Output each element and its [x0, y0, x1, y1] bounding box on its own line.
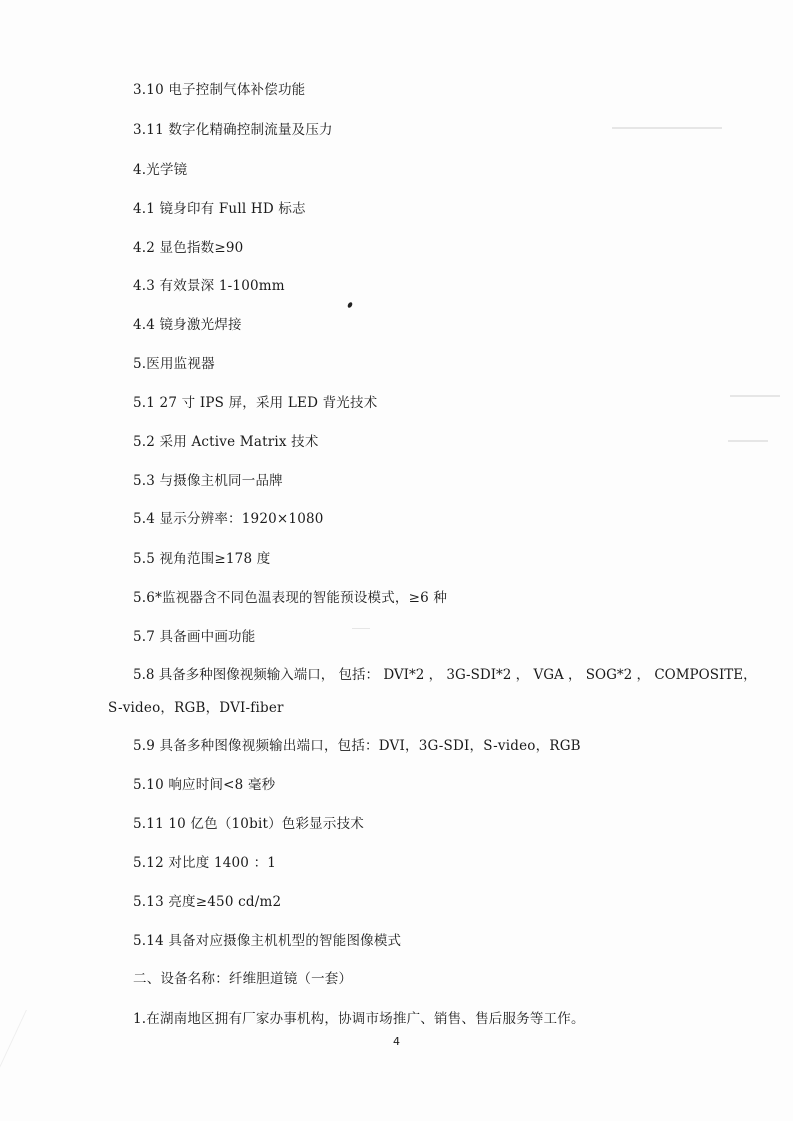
spec-line-5-4: 5.4 显示分辨率：1920×1080: [133, 511, 324, 527]
spec-line-5-6: 5.6*监视器含不同色温表现的智能预设模式，≥6 种: [133, 590, 448, 606]
requirement-line-1: 1.在湖南地区拥有厂家办事机构，协调市场推广、销售、售后服务等工作。: [133, 1011, 585, 1027]
ink-mark: [347, 301, 353, 308]
scan-edge: [0, 1010, 87, 1121]
spec-line-4-3: 4.3 有效景深 1-100mm: [133, 278, 285, 294]
spec-line-5-10: 5.10 响应时间<8 毫秒: [133, 777, 276, 793]
spec-line-5-8-continued: S-video，RGB，DVI-fiber: [108, 700, 284, 716]
spec-line-5-7: 5.7 具备画中画功能: [133, 629, 256, 645]
spec-line-5-14: 5.14 具备对应摄像主机机型的智能图像模式: [133, 933, 402, 949]
spec-line-3-11: 3.11 数字化精确控制流量及压力: [133, 122, 333, 138]
spec-line-4-2: 4.2 显色指数≥90: [133, 240, 244, 256]
spec-line-5-9: 5.9 具备多种图像视频输出端口，包括：DVI，3G-SDI，S-video，RGB: [133, 738, 581, 754]
scan-artifact: [730, 395, 780, 397]
scan-artifact: [612, 127, 722, 129]
section-heading-optics: 4.光学镜: [133, 162, 188, 178]
spec-line-4-4: 4.4 镜身激光焊接: [133, 317, 242, 333]
spec-line-5-11: 5.11 10 亿色（10bit）色彩显示技术: [133, 816, 364, 832]
spec-line-5-2: 5.2 采用 Active Matrix 技术: [133, 434, 319, 450]
section-heading-monitor: 5.医用监视器: [133, 356, 215, 372]
section-heading-device: 二、设备名称：纤维胆道镜（一套）: [133, 971, 353, 987]
page-number: 4: [393, 1035, 400, 1048]
spec-line-3-10: 3.10 电子控制气体补偿功能: [133, 82, 306, 98]
spec-line-5-12: 5.12 对比度 1400 ：1: [133, 855, 277, 871]
spec-line-5-1: 5.1 27 寸 IPS 屏，采用 LED 背光技术: [133, 395, 378, 411]
spec-line-4-1: 4.1 镜身印有 Full HD 标志: [133, 201, 306, 217]
scan-artifact: [352, 628, 370, 629]
scan-artifact: [728, 440, 768, 442]
spec-line-5-13: 5.13 亮度≥450 cd/m2: [133, 894, 282, 910]
spec-line-5-3: 5.3 与摄像主机同一品牌: [133, 473, 283, 489]
spec-line-5-8: 5.8 具备多种图像视频输入端口， 包括： DVI*2 ， 3G-SDI*2 ， VGA ， SOG*2 ， COMPOSITE，: [133, 667, 757, 683]
spec-line-5-5: 5.5 视角范围≥178 度: [133, 551, 271, 567]
